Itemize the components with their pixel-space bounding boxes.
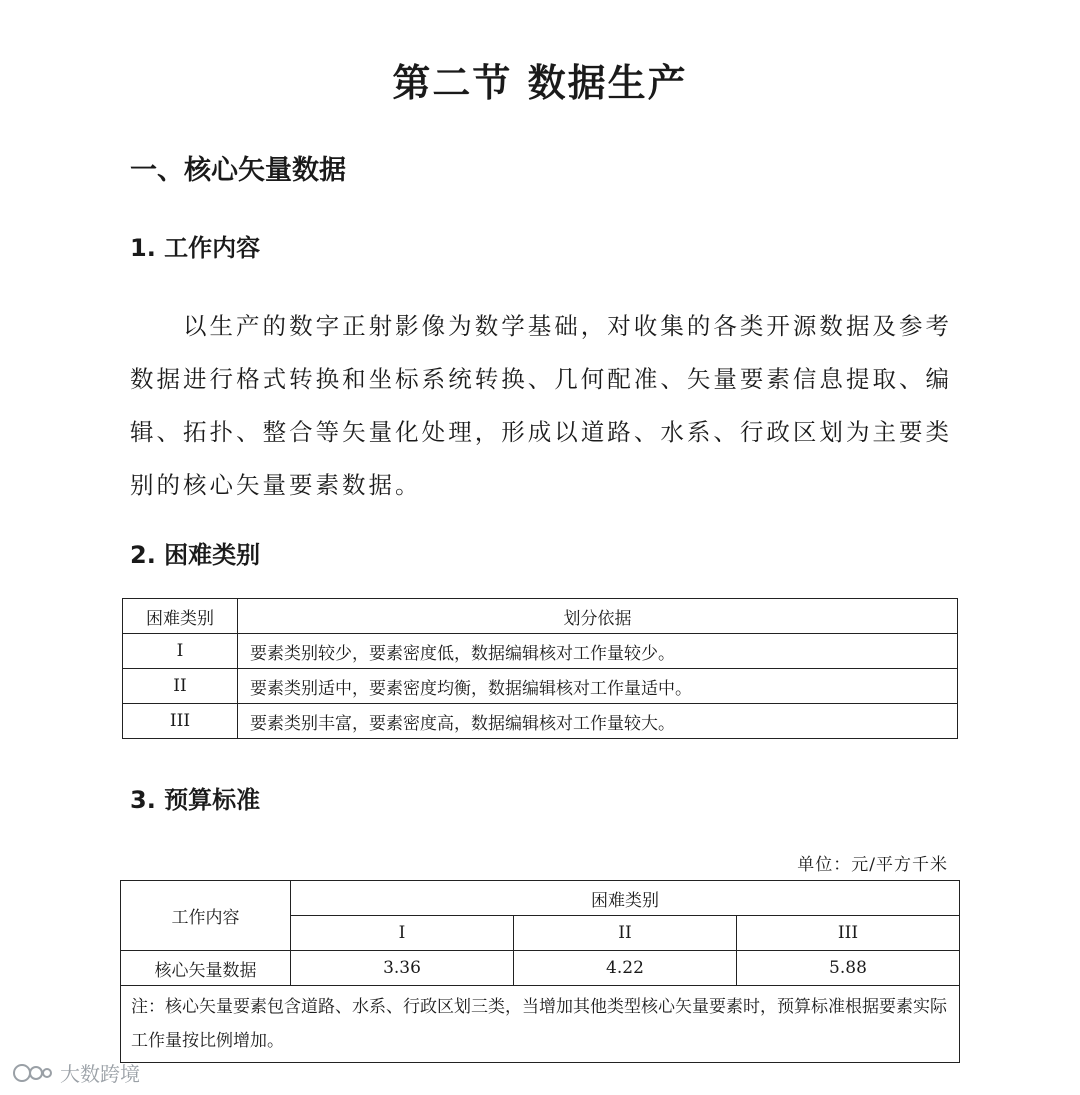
- subheading-difficulty: 2. 困难类别: [130, 541, 261, 569]
- work-content-header: 工作内容: [121, 881, 291, 951]
- budget-value: 3.36: [291, 951, 514, 986]
- table-row: [121, 986, 960, 1063]
- difficulty-basis: 要素类别适中，要素密度均衡，数据编辑核对工作量适中。: [238, 669, 958, 704]
- difficulty-level: III: [123, 704, 238, 739]
- table-header-cell: 划分依据: [238, 599, 958, 634]
- difficulty-table: [122, 598, 958, 739]
- budget-table: [120, 880, 960, 1063]
- subheading-budget: 3. 预算标准: [130, 786, 261, 814]
- table-header-cell: 困难类别: [123, 599, 238, 634]
- subheading-work-content: 1. 工作内容: [130, 234, 261, 262]
- table-row: [123, 669, 958, 704]
- row-label: 核心矢量数据: [121, 951, 291, 986]
- section-title: 第二节 数据生产: [392, 61, 688, 105]
- watermark-text: 大数跨境: [60, 1062, 140, 1086]
- table-row: [123, 634, 958, 669]
- table-row: [121, 951, 960, 986]
- difficulty-group-header: 困难类别: [291, 881, 960, 916]
- table-header-row: [121, 881, 960, 916]
- budget-note: 注：核心矢量要素包含道路、水系、行政区划三类，当增加其他类型核心矢量要素时，预算标准根据要素实际工作量按比例增加。: [121, 986, 960, 1063]
- difficulty-basis: 要素类别丰富，要素密度高，数据编辑核对工作量较大。: [238, 704, 958, 739]
- table-row: [123, 704, 958, 739]
- difficulty-level: I: [123, 634, 238, 669]
- heading-core-vector-data: 一、核心矢量数据: [130, 155, 346, 186]
- watermark: [12, 1058, 140, 1087]
- budget-value: 5.88: [736, 951, 959, 986]
- budget-value: 4.22: [513, 951, 736, 986]
- table-header-row: [123, 599, 958, 634]
- difficulty-basis: 要素类别较少，要素密度低，数据编辑核对工作量较少。: [238, 634, 958, 669]
- unit-label: 单位：元/平方千米: [797, 855, 948, 875]
- level-header: II: [513, 916, 736, 951]
- brand-logo-icon: [12, 1060, 56, 1086]
- difficulty-level: II: [123, 669, 238, 704]
- level-header: I: [291, 916, 514, 951]
- work-content-paragraph: 以生产的数字正射影像为数学基础，对收集的各类开源数据及参考数据进行格式转换和坐标系统转换、几何配准、矢量要素信息提取、编辑、拓扑、整合等矢量化处理，形成以道路、水系、行政区划为主要类别的核心矢量要素数据。: [130, 312, 952, 499]
- level-header: III: [736, 916, 959, 951]
